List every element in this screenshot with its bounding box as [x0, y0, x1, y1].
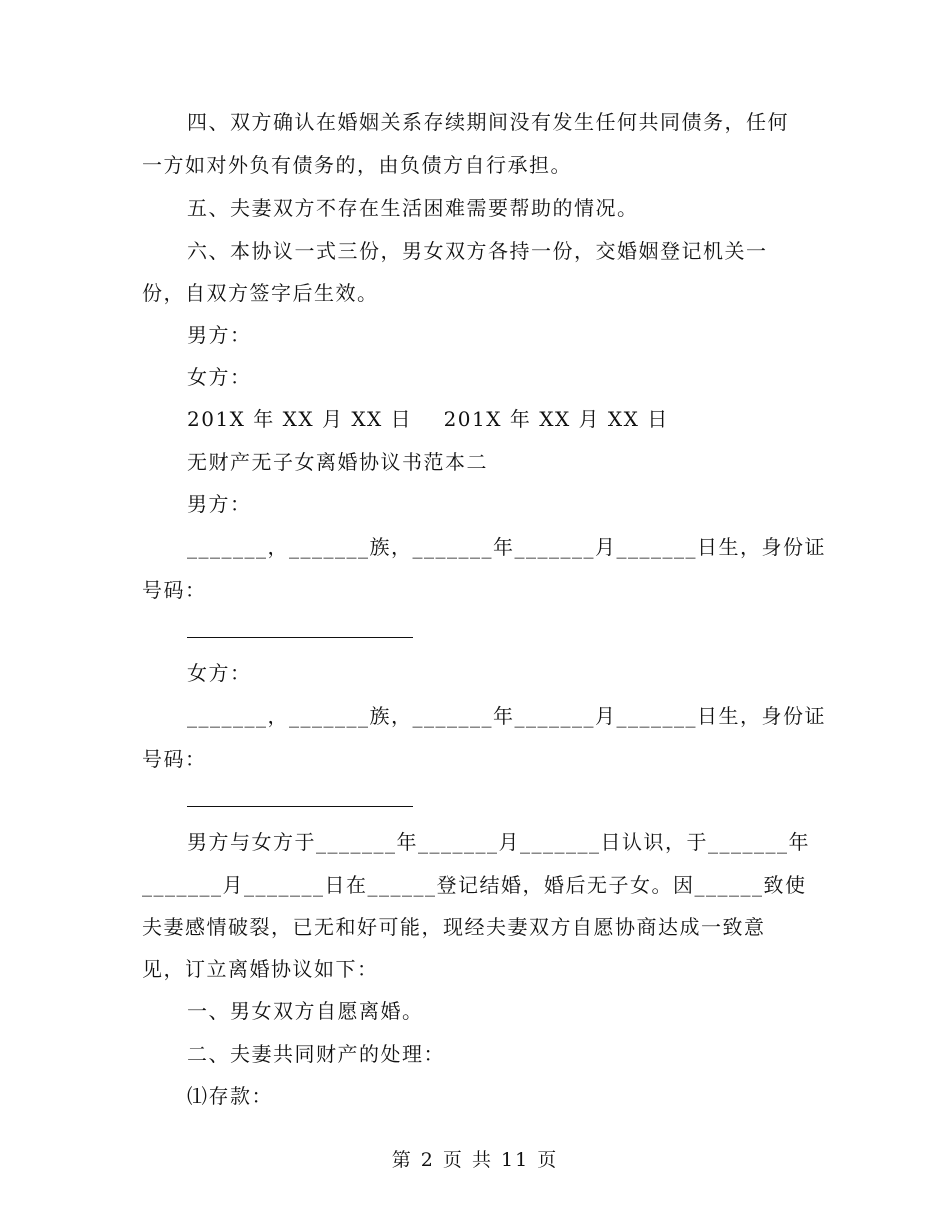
man-info-line: _______，_______族，_______年_______月_______日生，身份证 [187, 535, 826, 559]
marriage-paragraph-line-2: _______月_______日在______登记结婚，婚后无子女。因______致使 [142, 873, 807, 897]
agreement-clause-one: 一、男女双方自愿离婚。 [187, 999, 424, 1023]
woman-label: 女方： [187, 661, 252, 685]
marriage-paragraph-line-4: 见，订立离婚协议如下： [142, 957, 379, 981]
signature-dates: 201X 年 XX 月 XX 日 201X 年 XX 月 XX 日 [187, 407, 669, 431]
woman-info-line: _______，_______族，_______年_______月_______日生，身份证 [187, 704, 826, 728]
clause-four-line-2: 一方如对外负有债务的，由负债方自行承担。 [142, 153, 572, 177]
woman-id-blank [187, 806, 413, 807]
clause-six-line-2: 份，自双方签字后生效。 [142, 281, 379, 305]
man-id-blank [187, 637, 413, 638]
marriage-paragraph-line-3: 夫妻感情破裂，已无和好可能，现经夫妻双方自愿协商达成一致意 [142, 915, 766, 939]
savings-item: ⑴存款： [187, 1084, 273, 1108]
page-number-footer: 第 2 页 共 11 页 [391, 1149, 559, 1171]
signature-woman: 女方： [187, 365, 252, 389]
clause-six-line-1: 六、本协议一式三份，男女双方各持一份，交婚姻登记机关一 [187, 239, 768, 263]
template-two-title: 无财产无子女离婚协议书范本二 [187, 450, 488, 474]
marriage-paragraph-line-1: 男方与女方于_______年_______月_______日认识，于_______年 [187, 830, 810, 854]
signature-man: 男方： [187, 323, 252, 347]
man-id-label: 号码： [142, 578, 207, 602]
clause-five: 五、夫妻双方不存在生活困难需要帮助的情况。 [187, 196, 639, 220]
agreement-clause-two: 二、夫妻共同财产的处理： [187, 1042, 445, 1066]
woman-id-label: 号码： [142, 747, 207, 771]
man-label: 男方： [187, 492, 252, 516]
clause-four-line-1: 四、双方确认在婚姻关系存续期间没有发生任何共同债务，任何 [187, 110, 789, 134]
